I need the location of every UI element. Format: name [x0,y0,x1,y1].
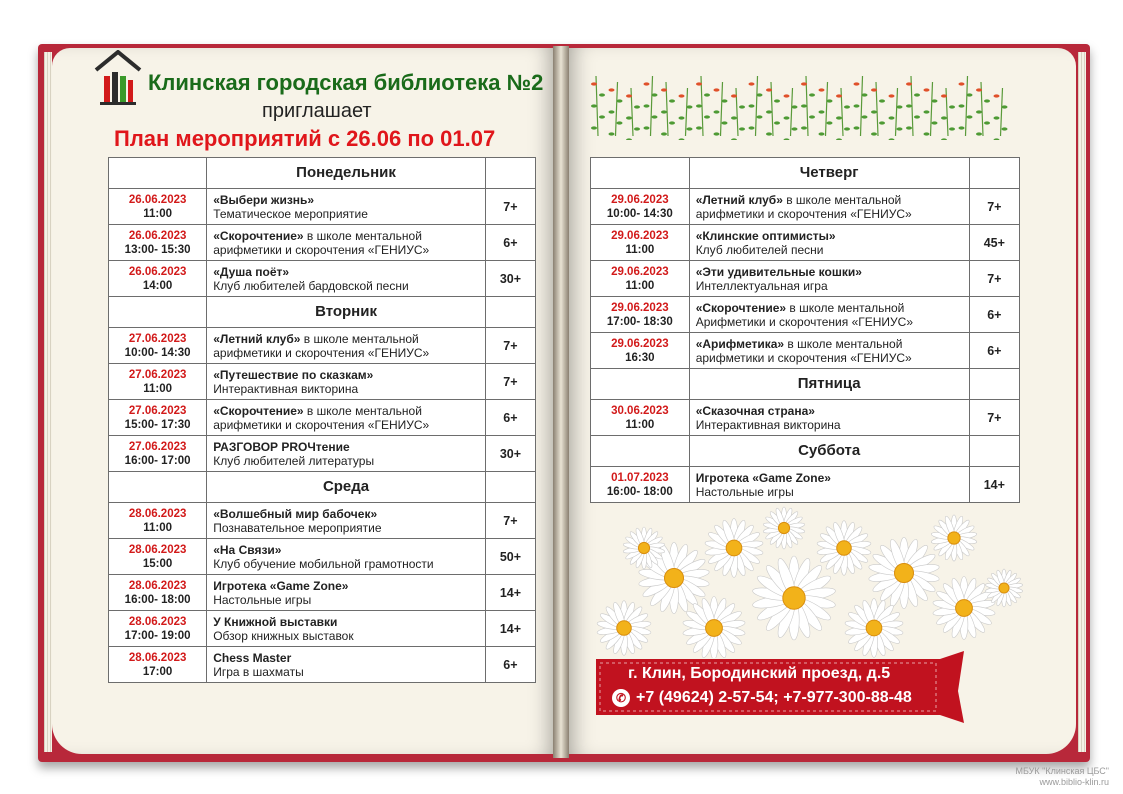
watermark-org: МБУК "Клинская ЦБС" [1015,766,1109,776]
event-datetime [109,436,207,472]
day-header-spacer [485,158,535,189]
event-time: 17:00 [142,665,173,678]
event-time: 11:00 [625,279,655,292]
day-header-spacer [485,297,535,328]
event-description: в школе ментальной арифметики и скорочтения «ГЕНИУС» [695,192,912,221]
event-age: 6+ [485,400,535,436]
event-info [207,328,486,364]
event-datetime [109,364,207,400]
event-age: 7+ [485,189,535,225]
table-row [591,333,1020,369]
event-info [207,364,486,400]
event-description: Клуб обучение мобильной грамотности [213,556,434,571]
event-name: «На Связи» [213,542,282,557]
table-row [109,400,536,436]
event-date: 28.06.2023 [128,507,187,520]
event-name: Игротека «Game Zone» [695,470,831,485]
event-time: 10:00- 14:30 [606,207,673,220]
event-age: 50+ [485,539,535,575]
event-info [689,297,969,333]
day-header-row [591,369,1020,400]
event-info [207,189,486,225]
address-ribbon [596,651,964,723]
event-name: «Летний клуб» [695,192,783,207]
event-description: в школе ментальной арифметики и скорочтения «ГЕНИУС» [213,403,430,432]
event-datetime [109,261,207,297]
event-name: РАЗГОВОР PROЧтение [213,439,350,454]
event-name: «Арифметика» [695,336,785,351]
event-time: 11:00 [143,382,172,395]
event-time: 10:00- 14:30 [124,346,191,359]
event-age: 14+ [969,467,1019,503]
event-age: 30+ [485,436,535,472]
day-header: Вторник [207,297,486,328]
day-header-spacer [969,369,1019,400]
event-date: 28.06.2023 [128,615,187,628]
table-row [109,647,536,683]
event-age: 45+ [969,225,1019,261]
event-datetime [591,400,690,436]
event-time: 16:00- 17:00 [124,454,191,467]
day-header: Понедельник [207,158,486,189]
day-header-spacer [591,369,690,400]
event-description: Интеллектуальная игра [695,278,828,293]
event-date: 28.06.2023 [128,651,187,664]
event-date: 27.06.2023 [128,368,187,381]
day-header-spacer [591,436,690,467]
event-age: 7+ [969,400,1019,436]
event-name: «Летний клуб» [213,331,301,346]
event-time: 11:00 [625,243,655,256]
event-date: 30.06.2023 [611,404,669,417]
event-age: 7+ [485,503,535,539]
event-description: Клуб любителей литературы [213,453,375,468]
event-age: 6+ [485,225,535,261]
event-time: 15:00- 17:30 [124,418,191,431]
event-name: «Сказочная страна» [695,403,815,418]
table-row [591,189,1020,225]
event-date: 29.06.2023 [611,193,669,206]
event-info [689,333,969,369]
event-date: 27.06.2023 [128,332,187,345]
event-info [207,647,486,683]
page-edge-right [1078,52,1086,752]
event-info [207,575,486,611]
day-header: Среда [207,472,486,503]
table-row [591,225,1020,261]
event-info [689,189,969,225]
event-info [689,261,969,297]
event-time: 13:00- 15:30 [124,243,191,256]
phone-icon: ✆ [612,689,630,707]
day-header: Пятница [689,369,969,400]
event-name: «Скорочтение» [213,228,304,243]
table-row [109,328,536,364]
watermark-site: www.biblio-klin.ru [1039,777,1109,787]
event-datetime [109,400,207,436]
daisies-bouquet-icon [584,478,1024,658]
event-date: 01.07.2023 [611,471,669,484]
event-description: Познавательное мероприятие [213,520,382,535]
event-name: «Выбери жизнь» [213,192,315,207]
book-spine [553,46,569,758]
event-date: 29.06.2023 [611,337,669,350]
event-name: Chess Master [213,650,292,665]
invites-text: приглашает [262,100,372,122]
event-description: в школе ментальной арифметики и скорочтения «ГЕНИУС» [213,331,430,360]
day-header-spacer [109,472,207,503]
event-datetime [109,189,207,225]
day-header-spacer [969,436,1019,467]
day-header-row [109,158,536,189]
event-date: 27.06.2023 [128,404,187,417]
table-row [109,364,536,400]
table-row [109,539,536,575]
event-date: 29.06.2023 [611,265,669,278]
event-name: «Скорочтение» [695,300,787,315]
event-datetime [109,647,207,683]
event-description: Тематическое мероприятие [213,206,368,221]
event-description: в школе ментальной Арифметики и скорочтения «ГЕНИУС» [695,300,914,329]
event-age: 14+ [485,575,535,611]
event-age: 6+ [969,297,1019,333]
event-info [207,539,486,575]
event-info [207,225,486,261]
event-description: Игра в шахматы [213,664,304,679]
event-datetime [109,611,207,647]
day-header: Четверг [689,158,969,189]
event-date: 26.06.2023 [128,229,187,242]
event-name: «Путешествие по сказкам» [213,367,374,382]
event-name: У Книжной выставки [213,614,338,629]
watermark [1015,766,1109,788]
day-header-spacer [109,158,207,189]
table-row [109,225,536,261]
event-datetime [591,297,690,333]
event-date: 29.06.2023 [611,229,669,242]
event-date: 26.06.2023 [128,193,187,206]
event-date: 26.06.2023 [128,265,187,278]
event-info [207,400,486,436]
event-age: 6+ [485,647,535,683]
event-time: 17:00- 18:30 [606,315,673,328]
event-name: «Скорочтение» [213,403,304,418]
event-datetime [591,225,690,261]
phone-line [612,689,912,707]
event-description: Клуб любителей песни [695,242,824,257]
table-row [591,261,1020,297]
event-info [207,436,486,472]
table-row [109,261,536,297]
event-description: Интерактивная викторина [695,417,841,432]
day-header: Суббота [689,436,969,467]
day-header-row [591,158,1020,189]
event-datetime [591,189,690,225]
table-row [591,400,1020,436]
table-row [109,503,536,539]
event-datetime [109,575,207,611]
event-datetime [109,503,207,539]
event-name: Игротека «Game Zone» [213,578,349,593]
phone-numbers: +7 (49624) 2-57-54; +7-977-300-88-48 [636,689,912,706]
event-datetime [109,225,207,261]
event-info [207,611,486,647]
page-edge-left [44,52,52,752]
event-name: «Волшебный мир бабочек» [213,506,378,521]
event-age: 7+ [969,261,1019,297]
address-text: г. Клин, Бородинский проезд, д.5 [628,665,891,682]
event-description: Обзор книжных выставок [213,628,354,643]
library-name: Клинская городская библиотека №2 [148,70,544,95]
event-time: 16:00- 18:00 [606,485,673,498]
event-date: 27.06.2023 [128,440,187,453]
day-header-spacer [969,158,1019,189]
event-name: «Эти удивительные кошки» [695,264,862,279]
event-time: 16:30 [625,351,655,364]
event-time: 11:00 [143,207,172,220]
table-row [109,436,536,472]
event-datetime [591,333,690,369]
event-datetime [109,539,207,575]
day-header-row [591,436,1020,467]
event-date: 28.06.2023 [128,579,187,592]
day-header-row [109,297,536,328]
event-date: 28.06.2023 [128,543,187,556]
event-time: 11:00 [143,521,172,534]
event-description: Настольные игры [213,592,312,607]
event-time: 11:00 [625,418,655,431]
event-datetime [109,328,207,364]
event-info [689,400,969,436]
event-description: Клуб любителей бардовской песни [213,278,409,293]
event-name: «Клинские оптимисты» [695,228,836,243]
event-description: в школе ментальной арифметики и скорочтения «ГЕНИУС» [695,336,912,365]
day-header-row [109,472,536,503]
library-logo-icon [94,50,142,106]
event-time: 14:00 [142,279,173,292]
schedule-table-left [108,157,536,683]
event-description: в школе ментальной арифметики и скорочтения «ГЕНИУС» [213,228,430,257]
day-header-spacer [485,472,535,503]
event-description: Интерактивная викторина [213,381,359,396]
day-header-spacer [109,297,207,328]
flowers-border-icon [590,70,1020,140]
table-row [591,297,1020,333]
event-time: 15:00 [142,557,173,570]
event-info [689,225,969,261]
event-info [207,261,486,297]
event-name: «Душа поёт» [213,264,290,279]
schedule-table-right [590,157,1020,503]
event-datetime [591,261,690,297]
event-age: 6+ [969,333,1019,369]
event-age: 30+ [485,261,535,297]
table-row [109,611,536,647]
table-row [109,575,536,611]
event-time: 17:00- 19:00 [124,629,191,642]
event-age: 14+ [485,611,535,647]
event-age: 7+ [969,189,1019,225]
event-info [207,503,486,539]
event-description: Настольные игры [695,484,794,499]
event-age: 7+ [485,328,535,364]
plan-title: План мероприятий с 26.06 по 01.07 [114,126,496,151]
day-header-spacer [591,158,690,189]
event-time: 16:00- 18:00 [124,593,191,606]
event-age: 7+ [485,364,535,400]
event-date: 29.06.2023 [611,301,669,314]
table-row [109,189,536,225]
